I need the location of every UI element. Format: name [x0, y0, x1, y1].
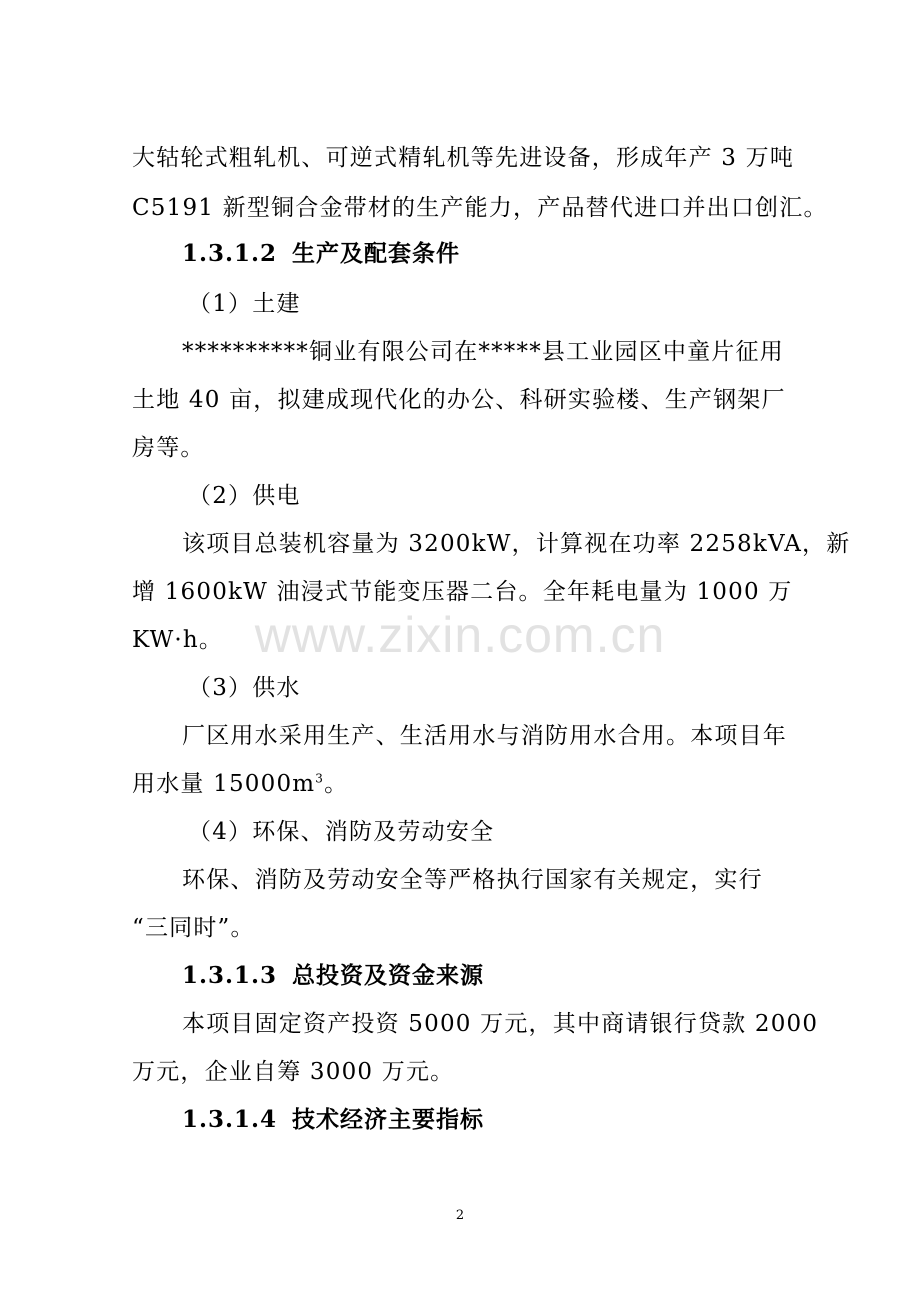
section-title: 生产及配套条件	[292, 240, 460, 267]
superscript: 3	[315, 771, 325, 786]
paragraph-line	[132, 770, 792, 798]
paragraph-line: 该项目总装机容量为 3200kW，计算视在功率 2258kVA，新	[182, 531, 851, 557]
paragraph-line: 房等。	[132, 435, 205, 461]
paragraph-line: 增 1600kW 油浸式节能变压器二台。全年耗电量为 1000 万	[132, 579, 793, 605]
paragraph-text: 。	[324, 771, 349, 797]
section-number: 1.3.1.3	[182, 962, 278, 989]
paragraph-line: 厂区用水采用生产、生活用水与消防用水合用。本项目年	[182, 723, 787, 749]
paragraph-text: 用水量 15000m	[132, 771, 316, 797]
paragraph-line: 土地 40 亩，拟建成现代化的办公、科研实验楼、生产钢架厂	[132, 387, 786, 413]
section-heading	[182, 1106, 484, 1134]
paragraph-line: “三同时”。	[132, 915, 255, 941]
paragraph-line: 环保、消防及劳动安全等严格执行国家有关规定，实行	[182, 867, 763, 893]
subsection-label: （1）土建	[188, 291, 301, 317]
section-number: 1.3.1.2	[182, 240, 278, 267]
section-title: 总投资及资金来源	[292, 962, 484, 989]
subsection-label: （4）环保、消防及劳动安全	[188, 819, 495, 845]
subsection-label: （2）供电	[188, 483, 301, 509]
page-number: 2	[455, 1208, 465, 1223]
paragraph-line: KW·h。	[132, 627, 224, 653]
subsection-label: （3）供水	[188, 675, 301, 701]
paragraph-line: C5191 新型铜合金带材的生产能力，产品替代进口并出口创汇。	[132, 195, 828, 221]
paragraph-line: 万元，企业自筹 3000 万元。	[132, 1059, 455, 1085]
paragraph-line: **********铜业有限公司在*****县工业园区中童片征用	[182, 339, 784, 365]
section-heading	[182, 962, 484, 990]
section-title: 技术经济主要指标	[292, 1106, 484, 1133]
paragraph-line: 本项目固定资产投资 5000 万元，其中商请银行贷款 2000	[182, 1011, 819, 1037]
section-heading	[182, 240, 460, 268]
section-number: 1.3.1.4	[182, 1106, 278, 1133]
paragraph-line: 大轱轮式粗轧机、可逆式精轧机等先进设备，形成年产 3 万吨	[132, 145, 795, 171]
watermark: www.zixin.com.cn	[254, 607, 666, 663]
